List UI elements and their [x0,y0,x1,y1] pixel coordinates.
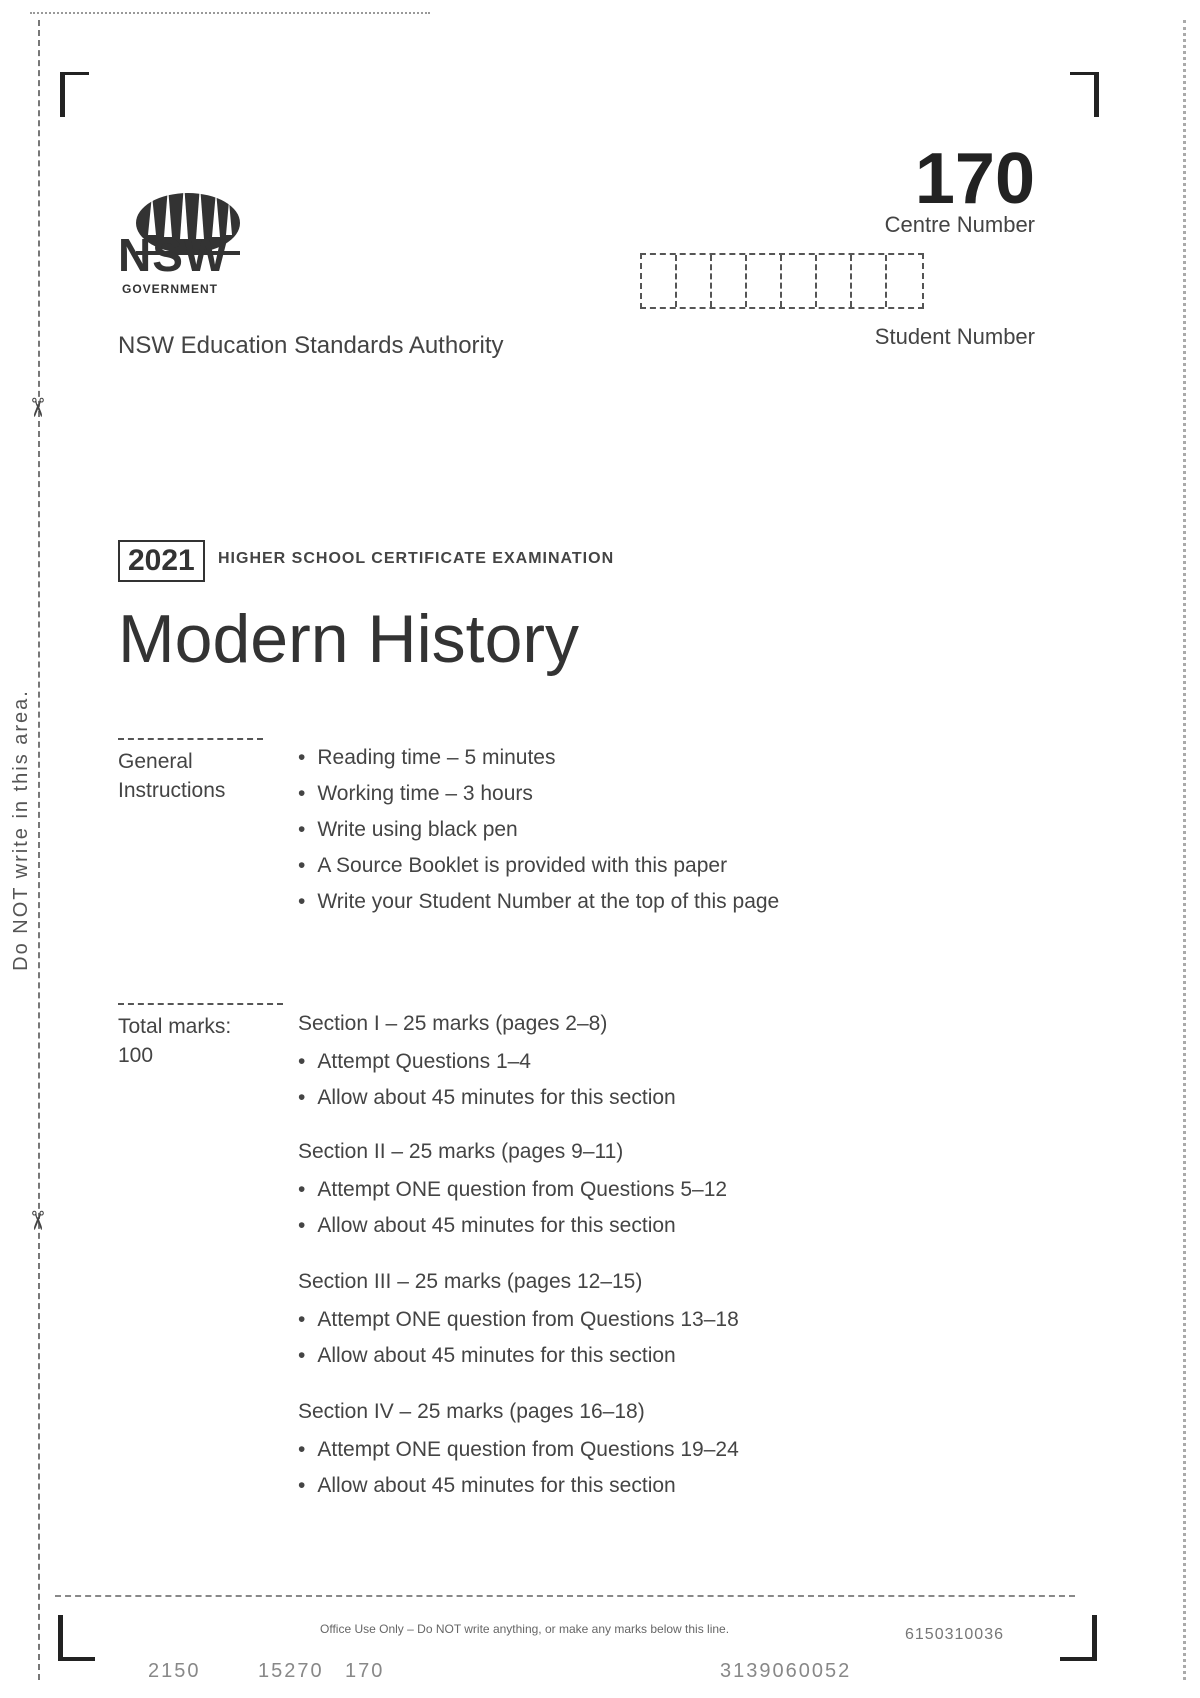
section-heading: Section II – 25 marks (pages 9–11) [298,1140,624,1163]
nsw-logo-subtext: GOVERNMENT [122,282,219,296]
list-item: • Write your Student Number at the top of this page [298,884,779,920]
exam-year: 2021 [118,540,205,582]
office-use-line [55,1595,1075,1597]
list-item: • Attempt ONE question from Questions 13–18 [298,1302,739,1338]
student-number-boxes[interactable] [640,253,924,309]
student-digit-box[interactable] [747,255,782,307]
section-heading: Section I – 25 marks (pages 2–8) [298,1012,608,1035]
scissors-icon: ✂ [22,396,53,419]
footer-code: 2150 [148,1660,201,1682]
label-rule [118,1003,283,1005]
section-heading: Section IV – 25 marks (pages 16–18) [298,1400,645,1423]
student-digit-box[interactable] [782,255,817,307]
corner-mark-bottom-right [1060,1615,1097,1661]
list-item: • Working time – 3 hours [298,776,779,812]
centre-number: 170 [914,139,1035,219]
side-warning-text: Do NOT write in this area. [10,689,32,971]
section-4 [298,1400,739,1504]
footer-code: 170 [345,1660,385,1682]
top-edge-marks [30,12,430,14]
list-item: • Write using black pen [298,812,779,848]
student-digit-box[interactable] [642,255,677,307]
footer-code: 3139060052 [720,1660,852,1682]
list-item: • Allow about 45 minutes for this section [298,1208,727,1244]
authority-name: NSW Education Standards Authority [118,332,504,359]
student-digit-box[interactable] [887,255,922,307]
list-item: • Attempt ONE question from Questions 19–24 [298,1432,739,1468]
list-item: • Reading time – 5 minutes [298,740,779,776]
list-item: • Attempt Questions 1–4 [298,1044,676,1080]
general-instructions-label: General Instructions [118,750,226,802]
student-digit-box[interactable] [852,255,887,307]
student-number-label: Student Number [874,324,1035,349]
list-item: • Attempt ONE question from Questions 5–12 [298,1172,727,1208]
section-2 [298,1140,727,1244]
list-item: • A Source Booklet is provided with this paper [298,848,779,884]
footer-code: 15270 [258,1660,324,1682]
corner-mark-top-right [1070,72,1099,117]
section-heading: Section III – 25 marks (pages 12–15) [298,1270,643,1293]
centre-number-label: Centre Number [884,212,1035,237]
section-1 [298,1012,676,1116]
right-edge-marks [1183,20,1186,1680]
corner-mark-bottom-left [58,1615,95,1661]
exam-name: HIGHER SCHOOL CERTIFICATE EXAMINATION [218,550,615,567]
office-use-note: Office Use Only – Do NOT write anything, or make any marks below this line. [320,1622,730,1636]
list-item: • Allow about 45 minutes for this section [298,1468,739,1504]
corner-mark-top-left [60,72,89,117]
total-marks-label: Total marks: 100 [118,1015,232,1067]
label-rule [118,738,263,740]
student-digit-box[interactable] [677,255,712,307]
subject-title: Modern History [118,601,580,677]
general-instructions-list [298,740,779,920]
list-item: • Allow about 45 minutes for this section [298,1338,739,1374]
student-digit-box[interactable] [817,255,852,307]
student-digit-box[interactable] [712,255,747,307]
list-item: • Allow about 45 minutes for this section [298,1080,676,1116]
footer-code-right: 6150310036 [905,1626,1004,1643]
section-3 [298,1270,739,1374]
scissors-icon: ✂ [22,1209,53,1232]
nsw-logo-text: NSW [118,229,229,281]
